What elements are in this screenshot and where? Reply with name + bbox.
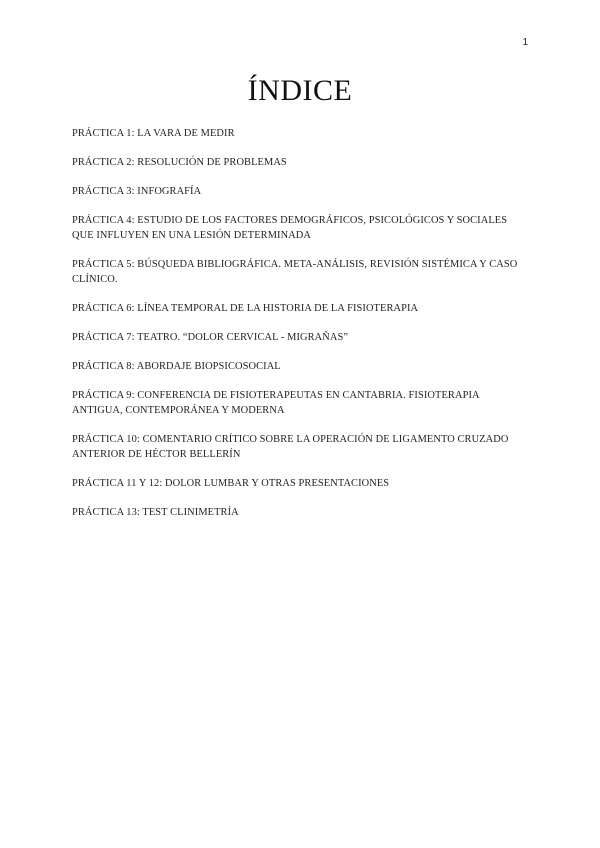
page-number: 1 [522,37,528,48]
toc-item-practica-11-12: PRÁCTICA 11 Y 12: DOLOR LUMBAR Y OTRAS PRESENTACIONES [72,478,390,489]
toc-item-practica-13: PRÁCTICA 13: TEST CLINIMETRÍA [72,507,239,518]
toc-item-practica-2: PRÁCTICA 2: RESOLUCIÓN DE PROBLEMAS [72,157,287,168]
toc-item-practica-10: PRÁCTICA 10: COMENTARIO CRÍTICO SOBRE LA OPERACIÓN DE LIGAMENTO CRUZADO ANTERIOR DE HÉCTOR BELLERÍN [72,434,509,460]
page-title: ÍNDICE [247,74,353,107]
toc-item-practica-3: PRÁCTICA 3: INFOGRAFÍA [72,186,202,197]
toc-item-practica-1: PRÁCTICA 1: LA VARA DE MEDIR [72,128,235,139]
table-of-contents [72,126,522,534]
toc-item-practica-6: PRÁCTICA 6: LÍNEA TEMPORAL DE LA HISTORIA DE LA FISIOTERAPIA [72,303,419,314]
toc-item-practica-8: PRÁCTICA 8: ABORDAJE BIOPSICOSOCIAL [72,361,281,372]
toc-item-practica-5: PRÁCTICA 5: BÚSQUEDA BIBLIOGRÁFICA. META-ANÁLISIS, REVISIÓN SISTÉMICA Y CASO CLÍNICO. [72,259,518,285]
toc-item-practica-9: PRÁCTICA 9: CONFERENCIA DE FISIOTERAPEUTAS EN CANTABRIA. FISIOTERAPIA ANTIGUA, CONTEMPORÁNEA Y MODERNA [72,390,480,416]
toc-item-practica-4: PRÁCTICA 4: ESTUDIO DE LOS FACTORES DEMOGRÁFICOS, PSICOLÓGICOS Y SOCIALES QUE INFLUYEN EN UNA LESIÓN DETERMINADA [72,215,508,241]
toc-item-practica-7: PRÁCTICA 7: TEATRO. “DOLOR CERVICAL - MIGRAÑAS” [72,332,349,343]
